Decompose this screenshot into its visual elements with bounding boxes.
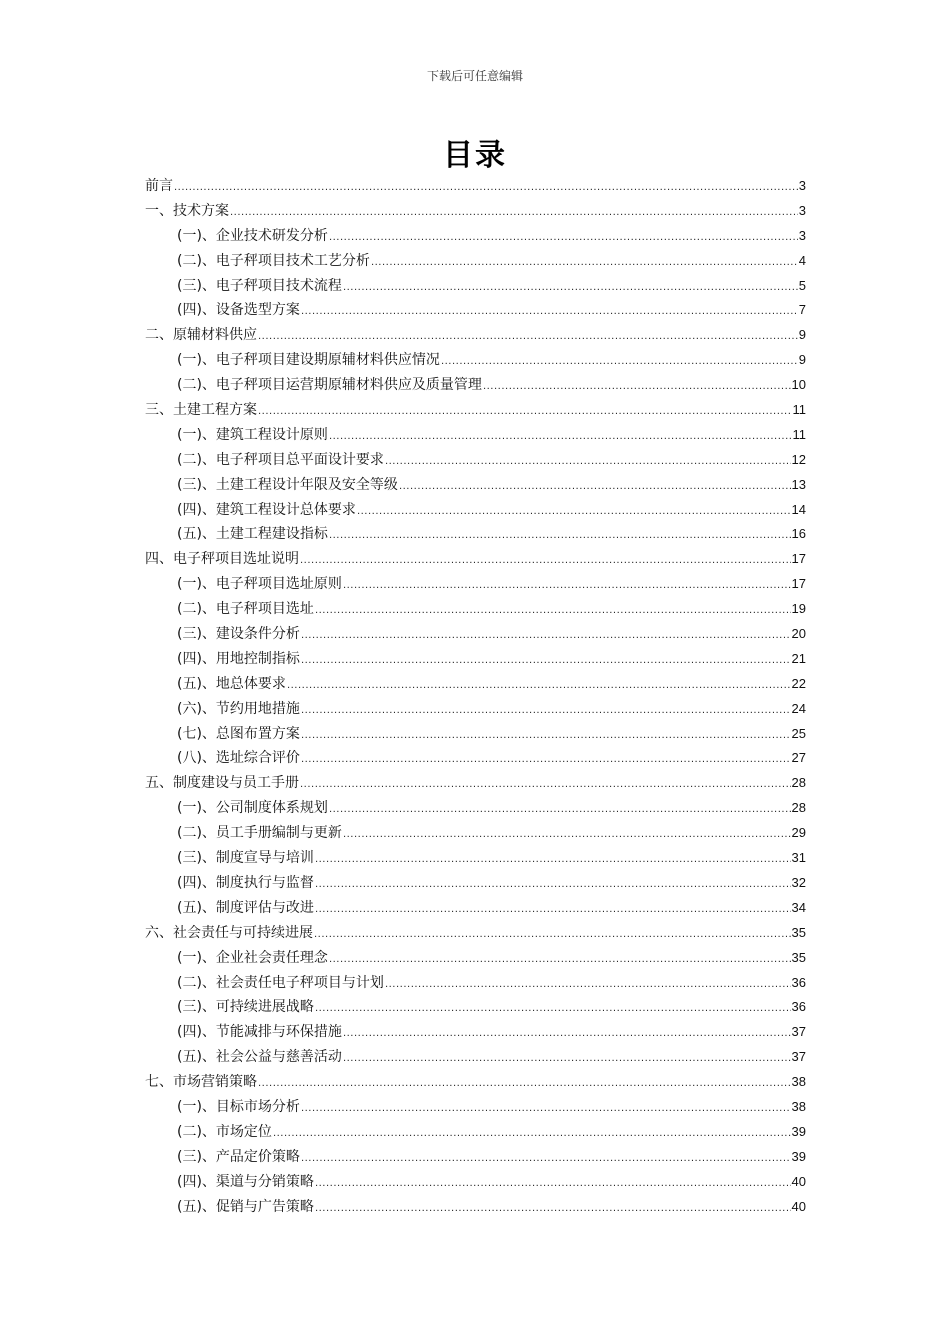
toc-entry-page-number: 31 [791,850,806,866]
toc-entry-page-number: 17 [791,576,806,592]
toc-dot-leader [329,524,791,549]
toc-entry-label: (四)、节能减排与环保措施 [177,1024,342,1041]
toc-dot-leader [273,1122,791,1147]
toc-entry-label: (七)、总图布置方案 [177,725,300,742]
toc-entry[interactable] [145,1045,806,1070]
toc-entry[interactable] [145,1195,806,1220]
toc-entry[interactable] [145,846,806,871]
toc-entry[interactable] [145,1095,806,1120]
toc-entry-label: 三、土建工程方案 [145,402,257,419]
toc-entry-label: (二)、社会责任电子秤项目与计划 [177,974,384,991]
toc-entry-page-number: 27 [791,750,806,766]
toc-entry[interactable] [145,921,806,946]
toc-entry-label: (一)、电子秤项目建设期原辅材料供应情况 [177,352,440,369]
toc-entry[interactable] [145,323,806,348]
toc-entry-label: (五)、促销与广告策略 [177,1198,314,1215]
toc-entry-page-number: 12 [791,451,806,467]
toc-entry-label: (四)、制度执行与监督 [177,874,314,891]
toc-entry-label: (二)、电子秤项目技术工艺分析 [177,252,370,269]
toc-dot-leader [329,798,791,823]
toc-dot-leader [357,500,791,525]
toc-entry-label: (五)、制度评估与改进 [177,899,314,916]
toc-entry-page-number: 17 [791,551,806,567]
toc-entry-page-number: 40 [791,1198,806,1214]
toc-entry[interactable] [145,373,806,398]
toc-entry-page-number: 37 [791,1049,806,1065]
toc-dot-leader [301,624,791,649]
toc-entry[interactable] [145,971,806,996]
toc-entry[interactable] [145,1020,806,1045]
toc-entry-page-number: 37 [791,1024,806,1040]
toc-entry[interactable] [145,547,806,572]
toc-entry[interactable] [145,423,806,448]
toc-dot-leader [315,898,791,923]
toc-entry-label: (三)、制度宣导与培训 [177,850,314,867]
toc-entry-label: 一、技术方案 [145,202,229,219]
toc-entry-page-number: 35 [791,924,806,940]
toc-entry[interactable] [145,597,806,622]
toc-dot-leader [315,1172,791,1197]
toc-entry-label: (三)、土建工程设计年限及安全等级 [177,476,398,493]
toc-entry[interactable] [145,249,806,274]
toc-entry-page-number: 3 [798,202,806,218]
toc-entry[interactable] [145,722,806,747]
toc-entry[interactable] [145,1070,806,1095]
toc-entry[interactable] [145,572,806,597]
toc-entry[interactable] [145,647,806,672]
toc-dot-leader [329,948,791,973]
toc-entry-page-number: 16 [791,526,806,542]
toc-entry-label: (四)、渠道与分销策略 [177,1173,314,1190]
toc-entry-page-number: 9 [798,327,806,343]
toc-entry-label: (四)、用地控制指标 [177,650,300,667]
toc-entry-page-number: 22 [791,675,806,691]
toc-entry-label: (一)、企业社会责任理念 [177,949,328,966]
toc-entry[interactable] [145,448,806,473]
toc-entry-page-number: 3 [798,227,806,243]
toc-dot-leader [315,873,791,898]
toc-entry[interactable] [145,697,806,722]
toc-dot-leader [385,973,791,998]
toc-entry-page-number: 13 [791,476,806,492]
toc-dot-leader [315,599,791,624]
toc-entry-label: 四、电子秤项目选址说明 [145,551,299,568]
toc-dot-leader [258,325,798,350]
toc-entry-label: 前言 [145,178,173,194]
toc-entry[interactable] [145,746,806,771]
toc-entry-page-number: 39 [791,1148,806,1164]
toc-entry-page-number: 7 [798,302,806,318]
toc-entry-label: (二)、市场定位 [177,1123,272,1140]
toc-entry-page-number: 35 [791,949,806,965]
toc-dot-leader [301,724,791,749]
toc-entry-page-number: 11 [792,402,806,418]
toc-entry-label: (三)、建设条件分析 [177,626,300,643]
toc-entry-page-number: 19 [791,601,806,617]
toc-entry-label: (二)、电子秤项目运营期原辅材料供应及质量管理 [177,377,482,394]
toc-entry-label: (一)、电子秤项目选址原则 [177,576,342,593]
toc-entry[interactable] [145,174,806,199]
toc-entry-page-number: 39 [791,1123,806,1139]
toc-entry[interactable] [145,622,806,647]
toc-dot-leader [314,923,791,948]
toc-entry-label: (一)、建筑工程设计原则 [177,426,328,443]
toc-entry-page-number: 36 [791,974,806,990]
toc-entry-page-number: 4 [798,252,806,268]
toc-entry-page-number: 9 [798,352,806,368]
toc-entry[interactable] [145,896,806,921]
toc-entry-label: (五)、土建工程建设指标 [177,526,328,543]
toc-entry-page-number: 34 [791,899,806,915]
toc-entry[interactable] [145,398,806,423]
toc-entry-label: (二)、电子秤项目选址 [177,601,314,618]
toc-entry-label: (五)、地总体要求 [177,675,286,692]
toc-title: 目录 [443,138,507,173]
toc-entry-page-number: 40 [791,1173,806,1189]
toc-entry-page-number: 32 [791,874,806,890]
toc-entry-page-number: 3 [798,178,806,193]
toc-dot-leader [300,549,791,574]
toc-entry[interactable] [145,1170,806,1195]
toc-entry-label: (一)、企业技术研发分析 [177,227,328,244]
toc-dot-leader [258,400,792,425]
toc-entry[interactable] [145,771,806,796]
toc-entry-label: (三)、产品定价策略 [177,1148,300,1165]
toc-entry-label: (六)、节约用地措施 [177,700,300,717]
toc-dot-leader [343,1047,791,1072]
toc-dot-leader [301,1147,791,1172]
toc-entry-page-number: 29 [791,825,806,841]
toc-dot-leader [343,276,798,301]
toc-entry-label: 五、制度建设与员工手册 [145,775,299,792]
toc-entry-label: 七、市场营销策略 [145,1074,257,1091]
toc-dot-leader [371,251,798,276]
toc-entry[interactable] [145,298,806,323]
toc-entry-label: (二)、电子秤项目总平面设计要求 [177,451,384,468]
toc-entry-label: (四)、建筑工程设计总体要求 [177,501,356,518]
toc-dot-leader [483,375,791,400]
toc-entry-label: (一)、目标市场分析 [177,1098,300,1115]
toc-dot-leader [315,997,791,1022]
toc-dot-leader [300,773,791,798]
toc-entry[interactable] [145,995,806,1020]
toc-entry[interactable] [145,871,806,896]
toc-dot-leader [441,350,798,375]
page-header-note: 下载后可任意编辑 [426,69,523,83]
toc-dot-leader [258,1072,791,1097]
toc-dot-leader [399,475,791,500]
toc-entry-page-number: 38 [791,1074,806,1090]
toc-entry-page-number: 36 [791,999,806,1015]
toc-entry-label: (八)、选址综合评价 [177,750,300,767]
toc-entry-label: (三)、电子秤项目技术流程 [177,277,342,294]
toc-entry[interactable] [145,348,806,373]
toc-dot-leader [287,674,791,699]
toc-entry-label: (一)、公司制度体系规划 [177,800,328,817]
toc-dot-leader [301,699,791,724]
toc-dot-leader [301,1097,791,1122]
toc-entry-page-number: 14 [791,501,806,517]
toc-dot-leader [230,201,798,226]
toc-dot-leader [329,226,798,251]
toc-dot-leader [343,574,791,599]
toc-entry[interactable] [145,224,806,249]
toc-dot-leader [315,848,791,873]
toc-entry-page-number: 10 [791,377,806,393]
toc-dot-leader [301,748,791,773]
toc-entry[interactable] [145,199,806,224]
toc-entry-label: (二)、员工手册编制与更新 [177,825,342,842]
toc-entry-page-number: 21 [791,650,806,666]
toc-dot-leader [343,1022,791,1047]
table-of-contents [145,174,806,1219]
toc-dot-leader [329,425,792,450]
toc-dot-leader [174,176,798,201]
toc-entry-page-number: 11 [792,426,806,442]
toc-entry[interactable] [145,946,806,971]
toc-entry[interactable] [145,821,806,846]
toc-entry-page-number: 28 [791,800,806,816]
toc-entry-label: (三)、可持续进展战略 [177,999,314,1016]
toc-dot-leader [343,823,791,848]
toc-entry[interactable] [145,672,806,697]
toc-entry-page-number: 5 [798,277,806,293]
toc-entry[interactable] [145,473,806,498]
toc-entry-page-number: 38 [791,1098,806,1114]
toc-entry-page-number: 28 [791,775,806,791]
toc-dot-leader [385,450,791,475]
toc-entry-label: 六、社会责任与可持续进展 [145,924,313,941]
toc-dot-leader [301,649,791,674]
toc-entry[interactable] [145,274,806,299]
toc-entry-label: (五)、社会公益与慈善活动 [177,1049,342,1066]
toc-entry-label: (四)、设备选型方案 [177,302,300,319]
toc-dot-leader [301,300,798,325]
toc-entry[interactable] [145,1120,806,1145]
toc-entry[interactable] [145,796,806,821]
toc-dot-leader [315,1197,791,1222]
toc-entry[interactable] [145,522,806,547]
toc-entry-page-number: 24 [791,700,806,716]
toc-entry-page-number: 25 [791,725,806,741]
toc-entry[interactable] [145,1145,806,1170]
toc-entry[interactable] [145,498,806,523]
toc-entry-page-number: 20 [791,626,806,642]
toc-entry-label: 二、原辅材料供应 [145,327,257,344]
